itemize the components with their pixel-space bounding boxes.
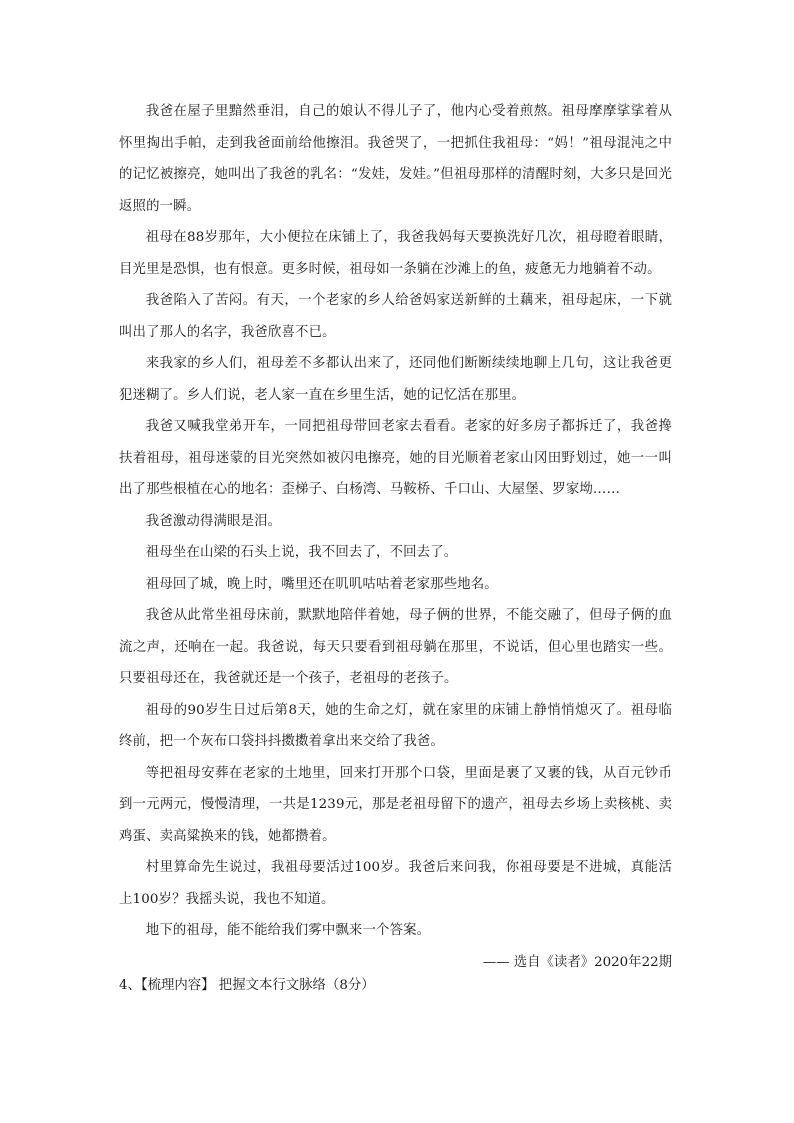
paragraph-7: 祖母坐在山梁的石头上说，我不回去了，不回去了。 xyxy=(145,545,458,560)
paragraph-1: 我爸在屋子里黯然垂泪，自己的娘认不得儿子了，他内心受着煎熬。祖母摩摩挲挲着从怀里掏出手帕，走到我爸面前给他擦泪。我爸哭了，一把抓住我祖母：“妈！”祖母混沌之中的记忆被擦亮，她叫出了我爸的乳名：“发娃，发娃。”但祖母那样的清醒时刻，大多只是回光返照的一瞬。 xyxy=(119,104,672,214)
paragraph-4: 来我家的乡人们，祖母差不多都认出来了，还同他们断断续续地聊上几句，这让我爸更犯迷糊了。乡人们说，老人家一直在乡里生活，她的记忆活在那里。 xyxy=(119,356,672,403)
paragraph-2: 祖母在88岁那年，大小便拉在床铺上了，我爸我妈每天要换洗好几次，祖母瞪着眼睛，目光里是恐惧，也有恨意。更多时候，祖母如一条躺在沙滩上的鱼，疲惫无力地躺着不动。 xyxy=(119,230,672,277)
question-heading: 4、【梳理内容】 把握文本行文脉络（8分） xyxy=(119,978,375,993)
paragraph-9: 我爸从此常坐祖母床前，默默地陪伴着她，母子俩的世界，不能交融了，但母子俩的血流之声，还响在一起。我爸说，每天只要看到祖母躺在那里，不说话，但心里也踏实一些。只要祖母还在，我爸就还是一个孩子，老祖母的老孩子。 xyxy=(119,608,672,686)
paragraph-3: 我爸陷入了苦闷。有天，一个老家的乡人给爸妈家送新鲜的土藕来，祖母起床，一下就叫出了那人的名字，我爸欣喜不已。 xyxy=(119,293,672,340)
paragraph-12: 村里算命先生说过，我祖母要活过100岁。我爸后来问我，你祖母要是不进城，真能活上100岁？我摇头说，我也不知道。 xyxy=(119,860,672,907)
paragraph-6: 我爸激动得满眼是泪。 xyxy=(145,513,282,529)
paragraph-13: 地下的祖母，能不能给我们雾中飘来一个答案。 xyxy=(145,923,431,938)
paragraph-11: 等把祖母安葬在老家的土地里，回来打开那个口袋，里面是裹了又裹的钱，从百元钞币到一元两元，慢慢清理，一共是1239元，那是老祖母留下的遗产，祖母去乡场上卖核桃、卖鸡蛋、卖高粱换来的钱，她都攒着。 xyxy=(119,765,672,844)
source-citation: —— 选自《读者》2020年22期 xyxy=(482,954,672,970)
paragraph-5: 我爸又喊我堂弟开车，一同把祖母带回老家去看看。老家的好多房子都拆迁了，我爸搀扶着祖母，祖母迷蒙的目光突然如被闪电擦亮，她的目光顺着老家山冈田野划过，她一一叫出了那些根植在心的地名：歪梯子、白杨湾、马鞍桥、千口山、大屋堡、罗家坳…… xyxy=(119,419,672,497)
paragraph-8: 祖母回了城，晚上时，嘴里还在叽叽咕咕着老家那些地名。 xyxy=(145,576,498,592)
paragraph-10: 祖母的90岁生日过后第8天，她的生命之灯，就在家里的床铺上静悄悄熄灭了。祖母临终前，把一个灰布口袋抖抖擞擞着拿出来交给了我爸。 xyxy=(119,702,672,749)
article-body xyxy=(119,96,672,978)
